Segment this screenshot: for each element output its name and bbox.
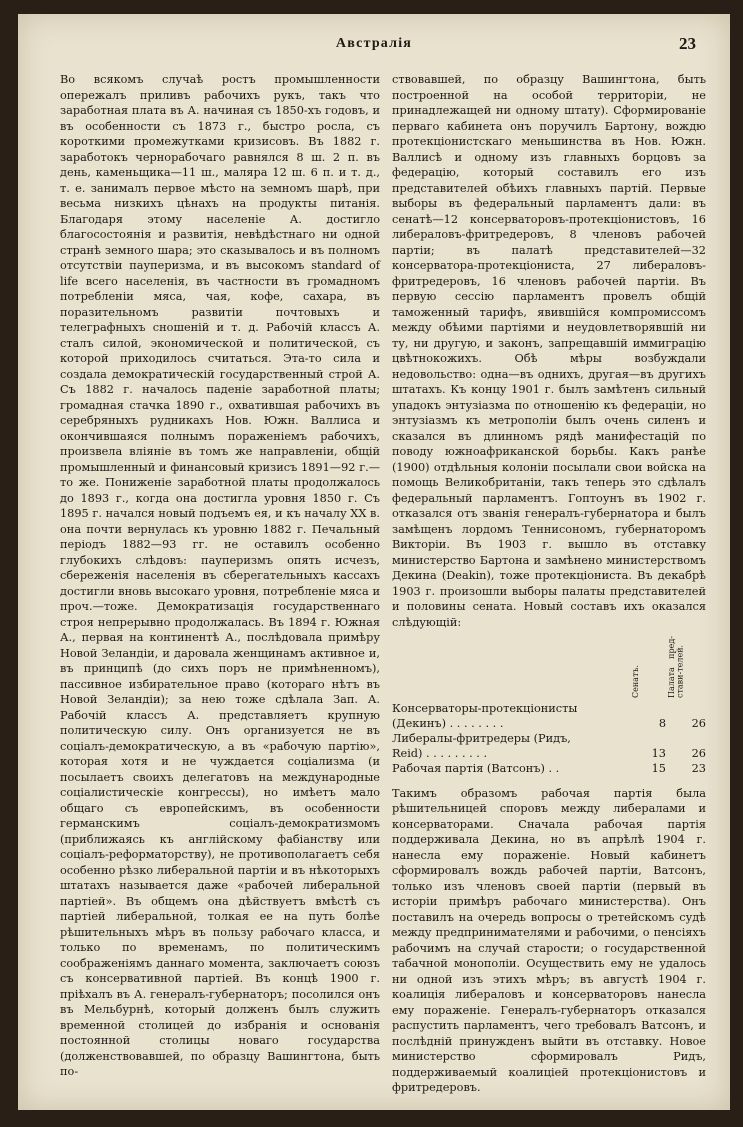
book-page bbox=[18, 14, 730, 1110]
page-header bbox=[18, 36, 730, 60]
right-paragraph: ствовавшей, по образцу Вашингтона, быть построенной на особой территоріи, не принадлежащей ни одному штату). Сформированіе перваго кабинета онъ поручилъ Бартону, вождю протекціонистскаго меньшинства въ Нов. Южн. Валлисѣ и одному изъ главныхъ борцовъ за федерацію, который составилъ его изъ представителей обѣихъ главныхъ партій. Первые выборы въ федеральный парламентъ дали: въ сенатѣ—12 консерваторовъ-протекціонистовъ, 16 либераловъ-фритредеровъ, 8 членовъ рабочей партіи; въ палатѣ представителей—32 консерватора-протекціониста, 27 либераловъ-фритредеровъ, 16 членовъ рабочей партіи. Въ первую сессію парламентъ провелъ общій таможенный тарифъ, явившійся компромиссомъ между обѣими партіями и неудовлетворявшій ни ту, ни другую, и законъ, запрещавшій иммиграцію цвѣтнокожихъ. Обѣ мѣры возбуждали недовольство: одна—въ однихъ, другая—въ другихъ штатахъ. Къ концу 1901 г. былъ замѣтенъ сильный упадокъ энтузіазма по отношенію къ федераціи, но энтузіазмъ къ метрополіи былъ очень силенъ и сказался въ длинномъ рядѣ манифестацій по поводу южноафриканской борьбы. Какъ ранѣе (1900) отдѣльныя колоніи посылали свои войска на помощь Великобританіи, такъ теперь это сдѣлалъ федеральный парламентъ. Гоптоунъ въ 1902 г. отказался отъ званія генералъ-губернатора и былъ замѣщенъ лордомъ Теннисономъ, губернаторомъ Викторіи. Въ 1903 г. вышло въ отставку министерство Бартона и замѣнено министерствомъ Декина (Deakin), тоже протекціониста. Въ декабрѣ 1903 г. произошли выборы палаты представителей и половины сената. Новый составъ ихъ оказался слѣдующій: bbox=[392, 73, 706, 629]
right-column bbox=[392, 72, 706, 1096]
page-number: 23 bbox=[679, 34, 696, 53]
left-paragraph: Во всякомъ случаѣ ростъ промышленности опережалъ приливъ рабочихъ рукъ, такъ что заработная плата въ А. начиная съ 1850-хъ годовъ, и въ особенности съ 1873 г., быстро росла, съ короткими промежутками кризисовъ. Въ 1882 г. заработокъ чернорабочаго равнялся 8 ш. 2 п. въ день, каменьщика—11 ш., маляра 12 ш. 6 п. и т. д., т. е. занималъ первое мѣсто на земномъ шарѣ, при весьма низкихъ цѣнахъ на продукты питанія. Благодаря этому населеніе А. достигло благосостоянія и развитія, невѣдѣстнаго ни одной странѣ земного шара; это сказывалось и въ полномъ отсутствіи пауперизма, и въ высокомъ standard of life всего населенія, въ частности въ громадномъ потребленіи мяса, чая, кофе, сахара, въ поразительномъ развитіи почтовыхъ и телеграфныхъ сношеній и т. д. Рабочій классъ А. сталъ силой, экономической и политической, съ которой приходилось считаться. Эта-то сила и создала демократическій государственный строй А. Съ 1882 г. началось паденіе заработной платы; громадная стачка 1890 г., охватившая рабочихъ въ серебряныхъ рудникахъ Нов. Южн. Валлиса и окончившаяся полнымъ пораженіемъ рабочихъ, произвела вліяніе въ томъ же направленіи, общій промышленный и финансовый кризисъ 1891—92 г.—то же. Пониженіе заработной платы продолжалось до 1893 г., когда она достигла уровня 1850 г. Съ 1895 г. начался новый подъемъ ея, и къ началу XX в. она почти вернулась къ уровню 1882 г. Печальный періодъ 1882—93 гг. не оставилъ особенно глубокихъ слѣдовъ: пауперизмъ опять исчезъ, сбереженія населенія въ сберегательныхъ кассахъ достигли вновь высокаго уровня, потребленіе мяса и проч.—тоже. Демократизація государственнаго строя непрерывно продолжалась. Въ 1894 г. Южная А., первая на континентѣ А., послѣдовала примѣру Новой Зеландіи, и даровала женщинамъ активное и, въ принципѣ (до сихъ поръ не примѣненномъ), пассивное избирательное право (котораго нѣтъ въ Новой Зеландіи); за нею тоже сдѣлала Зап. А. Рабочій классъ А. представляетъ крупную политическую силу. Онъ организуется не въ соціалъ-демократическую, а въ «рабочую партію», которая хотя и не чуждается соціализма (и посылаетъ своихъ делегатовъ на международные соціалистическіе конгрессы), но имѣетъ мало общаго съ европейскимъ, въ особенности германскимъ соціалъ-демократизмомъ (приближаясь къ англійскому фабіанству или соціалъ-реформаторству), не противополагаетъ себя особенно рѣзко либеральной партіи и въ нѣкоторыхъ штатахъ называется даже «рабочей либеральной партіей». Въ общемъ она дѣйствуетъ вмѣстѣ съ партіей либеральной, толкая ее на путь болѣе рѣшительныхъ мѣръ въ пользу рабочаго класса, и только по временамъ, по политическимъ соображеніямъ даннаго момента, заключаетъ союзъ съ консервативной партіей. Въ концѣ 1900 г. пріѣхалъ въ А. генералъ-губернаторъ; посолился онъ въ Мельбурнѣ, который долженъ былъ служить временной столицей до избранія и основанія постоянной столицы новаго государства (долженствовавшей, по образцу Вашингтона, быть по- bbox=[60, 73, 380, 1078]
header-senate: Сенатъ. bbox=[631, 664, 640, 698]
left-column bbox=[60, 72, 380, 1080]
party-name: Либералы-фритредеры (Ридъ, Reid) . . . . . . . . . bbox=[392, 731, 571, 760]
table-row bbox=[392, 761, 706, 776]
house-seats: 26 bbox=[691, 716, 706, 730]
table-row bbox=[392, 701, 706, 731]
right-paragraph: Такимъ образомъ рабочая партія была рѣшительницей споровъ между либералами и консерваторами. Сначала рабочая партія поддерживала Декина, но въ апрѣлѣ 1904 г. нанесла ему пораженіе. Новый кабинетъ сформировалъ вождь рабочей партіи, Ватсонъ, только изъ членовъ своей партіи (первый въ исторіи примѣръ рабочаго министерства). Онъ поставилъ на очередь вопросы о третейскомъ судѣ между предпринимателями и рабочими, о пенсіяхъ рабочимъ на случай старости; о государственной табачной монополіи. Осуществить ему не удалось ни одной изъ этихъ мѣръ; въ августѣ 1904 г. коалиція либераловъ и консерваторовъ нанесла ему пораженіе. Генералъ-губернаторъ отказался распустить парламентъ, чего требовалъ Ватсонъ, и послѣдній принужденъ выйти въ отставку. Новое министерство сформировалъ Ридъ, поддерживаемый коалиціей протекціонистовъ и фритредеровъ. bbox=[392, 786, 706, 1094]
house-seats: 23 bbox=[691, 761, 706, 775]
parliament-composition-table bbox=[392, 636, 706, 776]
party-name: Консерваторы-протекціонисты (Декинъ) . . . . . . . . bbox=[392, 701, 578, 730]
table-row bbox=[392, 731, 706, 761]
header-house: Палата пред-стави-телей. bbox=[667, 636, 685, 698]
senate-seats: 15 bbox=[651, 761, 666, 775]
house-seats: 26 bbox=[691, 746, 706, 760]
senate-seats: 13 bbox=[651, 746, 666, 760]
senate-seats: 8 bbox=[658, 716, 666, 730]
running-title: Австралія bbox=[335, 36, 413, 51]
party-name: Рабочая партія (Ватсонъ) . . bbox=[392, 761, 560, 775]
